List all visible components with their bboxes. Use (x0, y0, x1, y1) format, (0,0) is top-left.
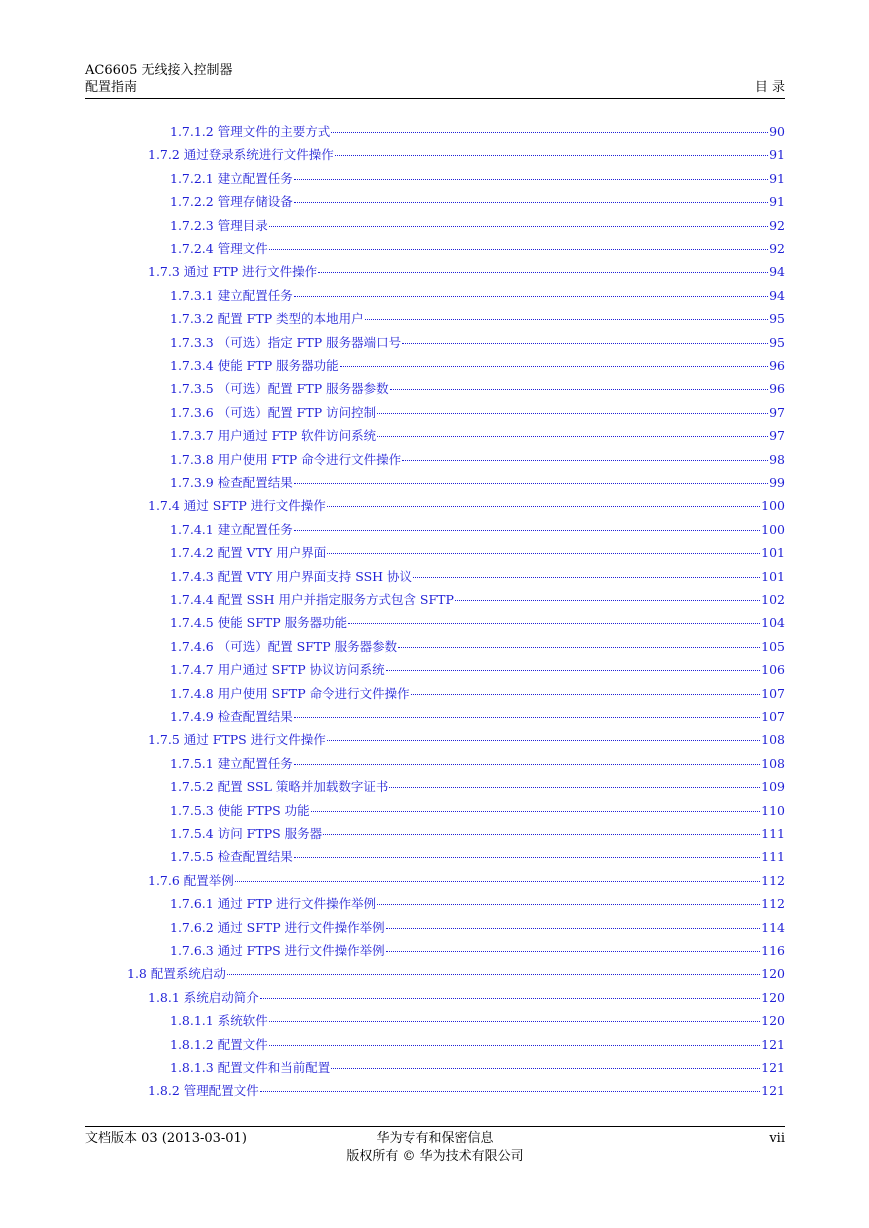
toc-entry-title[interactable]: 1.8.1.2 配置文件 (170, 1036, 268, 1052)
toc-entry[interactable] (170, 684, 785, 707)
toc-dot-leader (269, 225, 768, 227)
toc-entry-title[interactable]: 1.7.4.1 建立配置任务 (170, 521, 293, 537)
toc-dot-leader (455, 599, 760, 601)
toc-entry-page[interactable]: 108 (761, 732, 785, 748)
toc-entry-title[interactable]: 1.7.3.4 使能 FTP 服务器功能 (170, 358, 339, 373)
toc-entry-page[interactable]: 97 (769, 404, 785, 420)
toc-entry-title[interactable]: 1.8 配置系统启动 (127, 966, 226, 982)
toc-entry[interactable] (148, 988, 785, 1011)
toc-entry-page[interactable]: 114 (761, 919, 785, 935)
toc-entry[interactable] (170, 847, 785, 870)
toc-entry-page[interactable]: 121 (761, 1083, 785, 1099)
toc-dot-leader (411, 693, 761, 695)
toc-entry-title[interactable]: 1.7.5.4 访问 FTPS 服务器 (170, 826, 323, 841)
footer-center (85, 1130, 785, 1166)
toc-dot-leader (235, 880, 760, 882)
toc-entry-page[interactable]: 120 (761, 966, 785, 982)
toc-entry[interactable] (148, 1081, 785, 1104)
toc-entry-page[interactable]: 111 (761, 826, 785, 841)
toc-entry-title[interactable]: 1.7.3.8 用户使用 FTP 命令进行文件操作 (170, 451, 402, 467)
page-number: vii (769, 1131, 785, 1146)
toc-entry[interactable] (170, 426, 785, 449)
toc-entry[interactable] (170, 894, 785, 917)
toc-entry-title[interactable]: 1.7.3.9 检查配置结果 (170, 475, 293, 490)
toc-entry-page[interactable]: 101 (761, 568, 785, 584)
toc-entry-page[interactable]: 111 (761, 849, 785, 865)
toc-entry[interactable] (170, 637, 785, 660)
toc-entry-page[interactable]: 110 (761, 802, 785, 818)
toc-entry-page[interactable]: 109 (761, 779, 785, 795)
toc-entry[interactable] (170, 941, 785, 964)
toc-dot-leader (386, 950, 761, 952)
toc-entry-title[interactable]: 1.7.4.3 配置 VTY 用户界面支持 SSH 协议 (170, 568, 413, 584)
toc-entry-page[interactable]: 94 (769, 264, 785, 280)
toc-entry-title[interactable]: 1.7.2 通过登录系统进行文件操作 (148, 147, 334, 163)
toc-entry[interactable] (170, 754, 785, 777)
toc-entry-page[interactable]: 95 (769, 334, 785, 350)
toc-entry-title[interactable]: 1.7.5.2 配置 SSL 策略并加载数字证书 (170, 779, 389, 795)
toc-entry-title[interactable]: 1.7.3.1 建立配置任务 (170, 287, 293, 303)
toc-dot-leader (377, 412, 768, 414)
toc-dot-leader (386, 669, 761, 671)
toc-entry-title[interactable]: 1.7.3 通过 FTP 进行文件操作 (148, 264, 318, 280)
toc-entry-page[interactable]: 99 (769, 475, 785, 490)
toc-entry-title[interactable]: 1.7.4.2 配置 VTY 用户界面 (170, 545, 327, 561)
toc-dot-leader (389, 786, 760, 788)
toc-entry-title[interactable]: 1.7.5.3 使能 FTPS 功能 (170, 802, 310, 818)
toc-entry[interactable] (170, 403, 785, 426)
toc-entry-title[interactable]: 1.7.1.2 管理文件的主要方式 (170, 124, 331, 139)
toc-entry[interactable] (148, 145, 785, 168)
header-divider (85, 98, 785, 99)
toc-dot-leader (294, 529, 760, 531)
toc-dot-leader (348, 622, 760, 624)
toc-entry-page[interactable]: 96 (769, 358, 785, 373)
toc-entry-page[interactable]: 95 (769, 311, 785, 327)
toc-entry[interactable] (148, 496, 785, 519)
toc-dot-leader (402, 342, 768, 344)
toc-dot-leader (294, 201, 768, 203)
toc-dot-leader (260, 1090, 760, 1092)
toc-dot-leader (331, 1067, 760, 1069)
toc-entry-page[interactable]: 90 (769, 124, 785, 139)
toc-dot-leader (294, 482, 768, 484)
toc-entry-title[interactable]: 1.7.4.7 用户通过 SFTP 协议访问系统 (170, 662, 385, 678)
toc-dot-leader (386, 927, 761, 929)
toc-entry-title[interactable]: 1.8.1 系统启动简介 (148, 989, 259, 1005)
document-version: 文档版本 03 (2013-03-01) (85, 1131, 247, 1146)
toc-entry-title[interactable]: 1.7.3.5 （可选）配置 FTP 服务器参数 (170, 381, 389, 397)
toc-entry-page[interactable]: 112 (761, 872, 785, 888)
toc-dot-leader (269, 1020, 760, 1022)
toc-entry-title[interactable]: 1.8.1.3 配置文件和当前配置 (170, 1060, 331, 1075)
toc-entry[interactable] (170, 543, 785, 566)
toc-entry-title[interactable]: 1.7.6.3 通过 FTPS 进行文件操作举例 (170, 943, 385, 958)
toc-entry-page[interactable]: 106 (761, 662, 785, 678)
toc-entry-page[interactable]: 100 (761, 521, 785, 537)
toc-entry[interactable] (170, 192, 785, 215)
toc-entry-page[interactable]: 116 (761, 943, 785, 958)
toc-entry-title[interactable]: 1.7.6.1 通过 FTP 进行文件操作举例 (170, 896, 377, 912)
toc-dot-leader (327, 552, 760, 554)
toc-entry-title[interactable]: 1.7.4.5 使能 SFTP 服务器功能 (170, 615, 348, 631)
toc-dot-leader (294, 178, 768, 180)
toc-entry-title[interactable]: 1.7.5 通过 FTPS 进行文件操作 (148, 732, 326, 748)
toc-entry-page[interactable]: 108 (761, 755, 785, 771)
toc-entry[interactable] (170, 824, 785, 847)
toc-dot-leader (365, 318, 769, 320)
toc-entry-title[interactable]: 1.7.4.9 检查配置结果 (170, 709, 293, 724)
confidential-notice: 华为专有和保密信息 (376, 1131, 494, 1146)
toc-dot-leader (318, 271, 768, 273)
toc-entry[interactable] (170, 590, 785, 613)
toc-entry[interactable] (170, 356, 785, 379)
toc-entry-title[interactable]: 1.8.1.1 系统软件 (170, 1013, 268, 1029)
toc-dot-leader (323, 833, 760, 835)
toc-entry-page[interactable]: 107 (761, 685, 785, 701)
toc-entry[interactable] (127, 964, 785, 987)
toc-entry[interactable] (170, 239, 785, 262)
toc-entry[interactable] (170, 801, 785, 824)
toc-entry-page[interactable]: 96 (769, 381, 785, 397)
toc-entry[interactable] (170, 473, 785, 496)
toc-entry[interactable] (170, 333, 785, 356)
toc-entry-title[interactable]: 1.7.5.1 建立配置任务 (170, 755, 293, 771)
toc-entry-title[interactable]: 1.7.3.7 用户通过 FTP 软件访问系统 (170, 428, 377, 444)
toc-entry[interactable] (170, 450, 785, 473)
toc-dot-leader (327, 739, 760, 741)
toc-dot-leader (413, 576, 760, 578)
toc-entry[interactable] (170, 918, 785, 941)
toc-entry[interactable] (170, 1011, 785, 1034)
toc-entry-title[interactable]: 1.7.4.6 （可选）配置 SFTP 服务器参数 (170, 638, 398, 654)
toc-entry[interactable] (170, 286, 785, 309)
toc-entry-title[interactable]: 1.7.2.1 建立配置任务 (170, 170, 293, 186)
toc-dot-leader (377, 435, 768, 437)
toc-entry-title[interactable]: 1.7.2.3 管理目录 (170, 217, 268, 233)
toc-entry-page[interactable]: 100 (761, 498, 785, 514)
toc-entry[interactable] (170, 613, 785, 636)
toc-dot-leader (390, 388, 769, 390)
toc-entry[interactable] (148, 871, 785, 894)
guide-name: 配置指南 (85, 80, 138, 95)
toc-dot-leader (269, 248, 768, 250)
toc-dot-leader (269, 1044, 760, 1046)
toc-entry-page[interactable]: 94 (769, 287, 785, 303)
toc-dot-leader (311, 810, 761, 812)
toc-entry-title[interactable]: 1.7.3.3 （可选）指定 FTP 服务器端口号 (170, 334, 402, 350)
toc-entry[interactable] (170, 567, 785, 590)
toc-entry-page[interactable]: 92 (769, 217, 785, 233)
toc-entry-title[interactable]: 1.7.4.8 用户使用 SFTP 命令进行文件操作 (170, 685, 410, 701)
toc-entry-title[interactable]: 1.7.2.4 管理文件 (170, 241, 268, 256)
toc-entry[interactable] (170, 1058, 785, 1081)
toc-entry[interactable] (170, 520, 785, 543)
footer-divider (85, 1126, 785, 1127)
toc-dot-leader (327, 505, 760, 507)
toc-entry-title[interactable]: 1.7.2.2 管理存储设备 (170, 194, 293, 210)
toc-dot-leader (340, 365, 769, 367)
toc-entry[interactable] (148, 262, 785, 285)
toc-entry-title[interactable]: 1.7.3.2 配置 FTP 类型的本地用户 (170, 311, 364, 327)
toc-entry-page[interactable]: 92 (769, 241, 785, 256)
toc-entry-page[interactable]: 98 (769, 451, 785, 467)
toc-dot-leader (260, 997, 760, 999)
toc-entry[interactable] (170, 707, 785, 730)
toc-entry[interactable] (170, 777, 785, 800)
toc-entry[interactable] (170, 216, 785, 239)
toc-dot-leader (294, 763, 760, 765)
toc-entry[interactable] (170, 660, 785, 683)
toc-entry[interactable] (170, 309, 785, 332)
toc-entry-title[interactable]: 1.7.5.5 检查配置结果 (170, 849, 293, 865)
toc-entry-title[interactable]: 1.7.3.6 （可选）配置 FTP 访问控制 (170, 404, 377, 420)
toc-entry-page[interactable]: 107 (761, 709, 785, 724)
toc-entry-title[interactable]: 1.7.4.4 配置 SSH 用户并指定服务方式包含 SFTP (170, 592, 454, 607)
product-name: AC6605 无线接入控制器 (85, 63, 233, 78)
toc-entry-title[interactable]: 1.7.4 通过 SFTP 进行文件操作 (148, 498, 326, 514)
toc-entry-page[interactable]: 97 (769, 428, 785, 444)
toc-entry[interactable] (170, 122, 785, 145)
toc-entry-page[interactable]: 121 (761, 1036, 785, 1052)
toc-entry-page[interactable]: 121 (761, 1060, 785, 1075)
toc-entry-page[interactable]: 91 (769, 194, 785, 210)
toc-entry-page[interactable]: 105 (761, 638, 785, 654)
toc-entry-title[interactable]: 1.8.2 管理配置文件 (148, 1083, 259, 1099)
toc-entry-title[interactable]: 1.7.6 配置举例 (148, 872, 234, 888)
toc-dot-leader (294, 716, 760, 718)
toc-entry-page[interactable]: 91 (769, 170, 785, 186)
page-header (85, 62, 785, 96)
copyright-notice: 版权所有 © 华为技术有限公司 (346, 1149, 524, 1164)
toc-entry[interactable] (148, 730, 785, 753)
toc-dot-leader (294, 295, 768, 297)
toc-entry-page[interactable]: 91 (769, 147, 785, 163)
toc-entry-page[interactable]: 102 (761, 592, 785, 607)
toc-entry-title[interactable]: 1.7.6.2 通过 SFTP 进行文件操作举例 (170, 919, 385, 935)
toc-entry-page[interactable]: 120 (761, 1013, 785, 1029)
toc-entry[interactable] (170, 169, 785, 192)
toc-dot-leader (398, 646, 760, 648)
toc-dot-leader (335, 154, 768, 156)
toc-dot-leader (227, 973, 760, 975)
toc-dot-leader (402, 459, 768, 461)
toc-entry[interactable] (170, 379, 785, 402)
toc-dot-leader (377, 903, 760, 905)
toc-entry-page[interactable]: 101 (761, 545, 785, 561)
toc-entry[interactable] (170, 1035, 785, 1058)
toc-entry-page[interactable]: 112 (761, 896, 785, 912)
toc-dot-leader (331, 131, 768, 133)
toc-entry-page[interactable]: 104 (761, 615, 785, 631)
toc-entry-page[interactable]: 120 (761, 989, 785, 1005)
toc-dot-leader (294, 856, 760, 858)
section-title: 目 录 (754, 80, 785, 95)
